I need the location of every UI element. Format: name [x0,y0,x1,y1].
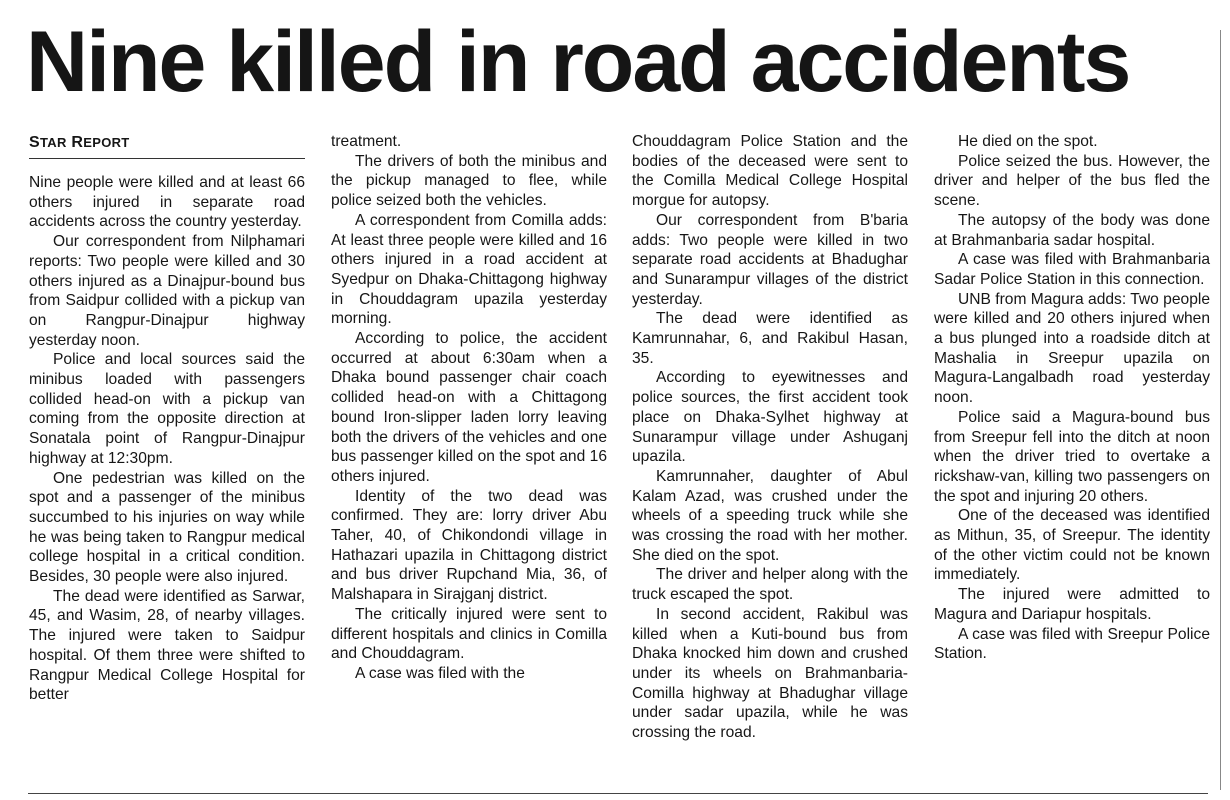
headline: Nine killed in road accidents [26,14,1130,110]
article-paragraph: The driver and helper along with the truck escaped the spot. [632,566,908,604]
article-paragraph: According to police, the accident occurred at about 6:30am when a Dhaka bound passenger chair coach collided head-on with a Chittagong bound Iron-slipper laden lorry leaving both the drivers of the vehicles and one bus passenger killed on the spot and 16 others injured. [331,330,607,485]
bottom-rule [28,793,1208,794]
article-column-1 [29,132,305,705]
column-edge-rule [1220,30,1221,790]
article-paragraph: The drivers of both the minibus and the pickup managed to flee, while police seized both the vehicles. [331,152,607,210]
article-paragraph: One pedestrian was killed on the spot and a passenger of the minibus succumbed to his injuries on way while he was being taken to Rangpur medical college hospital in a critical condition. Besides, 30 people were also injured. [29,469,305,586]
article-paragraph: Nine people were killed and at least 66 others injured in separate road accidents across the country yesterday. [29,174,305,231]
article-paragraph: The injured were admitted to Magura and Dariapur hospitals. [934,586,1210,623]
article-paragraph: A case was filed with Sreepur Police Station. [934,625,1210,663]
article-paragraph: One of the deceased was identified as Mithun, 35, of Sreepur. The identity of the other victim could not be known immediately. [934,507,1210,584]
article-paragraph: Police said a Magura-bound bus from Sreepur fell into the ditch at noon when the driver tried to overtake a rickshaw-van, killing two passengers on the spot and injuring 20 others. [934,408,1210,505]
article-paragraph: Identity of the two dead was confirmed. They are: lorry driver Abu Taher, 40, of Chikondondi village in Hathazari upazila in Chittagong district and bus driver Rupchand Mia, 36, of Malshapara in Sirajganj district. [331,487,607,604]
byline [29,132,305,159]
article-paragraph: The critically injured were sent to different hospitals and clinics in Comilla and Chouddagram. [331,605,607,663]
article-paragraph: The autopsy of the body was done at Brahmanbaria sadar hospital. [934,211,1210,249]
byline-smallcaps: EPORT [83,135,130,150]
article-paragraph: The dead were identified as Sarwar, 45, and Wasim, 28, of nearby villages. The injured were taken to Saidpur hospital. Of them three were shifted to Rangpur Medical College Hospital for better [29,587,305,704]
column-body [632,132,908,743]
article-paragraph: He died on the spot. [958,133,1098,150]
article-paragraph: A case was filed with Brahmanbaria Sadar Police Station in this connection. [934,251,1210,288]
byline-smallcaps: TAR [39,135,67,150]
article-paragraph: Chouddagram Police Station and the bodies of the deceased were sent to the Comilla Medical College Hospital morgue for autopsy. [632,133,908,210]
article-paragraph: treatment. [331,133,402,150]
article-column-2 [331,132,607,684]
column-body [934,132,1210,664]
article-paragraph: According to eyewitnesses and police sources, the first accident took place on Dhaka-Sylhet highway at Sunarampur village under Ashuganj upazila. [632,369,908,466]
article-column-4 [934,132,1210,664]
column-body [331,132,607,684]
article-paragraph: UNB from Magura adds: Two people were killed and 20 others injured when a bus plunged into a roadside ditch at Mashalia in Sreepur upazila on Magura-Langalbadh road yesterday noon. [934,290,1210,407]
article-paragraph: Police and local sources said the minibus loaded with passengers collided head-on with a pickup van coming from the opposite direction at Sonatala point of Rangpur-Dinajpur highway at 12:30pm. [29,351,305,467]
article-paragraph: Police seized the bus. However, the driver and helper of the bus fled the scene. [934,152,1210,210]
byline-initial: R [71,134,84,151]
article-paragraph: Our correspondent from B'baria adds: Two people were killed in two separate road accidents at Bhadughar and Sunarampur villages of the district yesterday. [632,211,908,308]
byline-initial: S [29,134,40,151]
article-paragraph: Kamrunnaher, daughter of Abul Kalam Azad, was crushed under the wheels of a speeding truck while she was crossing the road with her mother. She died on the spot. [632,467,908,564]
article-paragraph: In second accident, Rakibul was killed when a Kuti-bound bus from Dhaka knocked him down and crushed under its wheels on Brahmanbaria-Comilla highway at Bhadughar village under sadar upazila, while he was crossing the road. [632,605,908,742]
article-column-3 [632,132,908,743]
article-paragraph: A correspondent from Comilla adds: At least three people were killed and 16 others injured in a road accident at Syedpur on Dhaka-Chittagong highway in Chouddagram upazila yesterday morning. [331,211,607,328]
column-body [29,173,305,705]
article-paragraph: The dead were identified as Kamrunnahar, 6, and Rakibul Hasan, 35. [632,310,908,367]
article-paragraph: Our correspondent from Nilphamari reports: Two people were killed and 30 others injured as a Dinajpur-bound bus from Saidpur collided with a pickup van on Rangpur-Dinajpur highway yesterday noon. [29,233,305,349]
article-paragraph: A case was filed with the [355,664,525,682]
